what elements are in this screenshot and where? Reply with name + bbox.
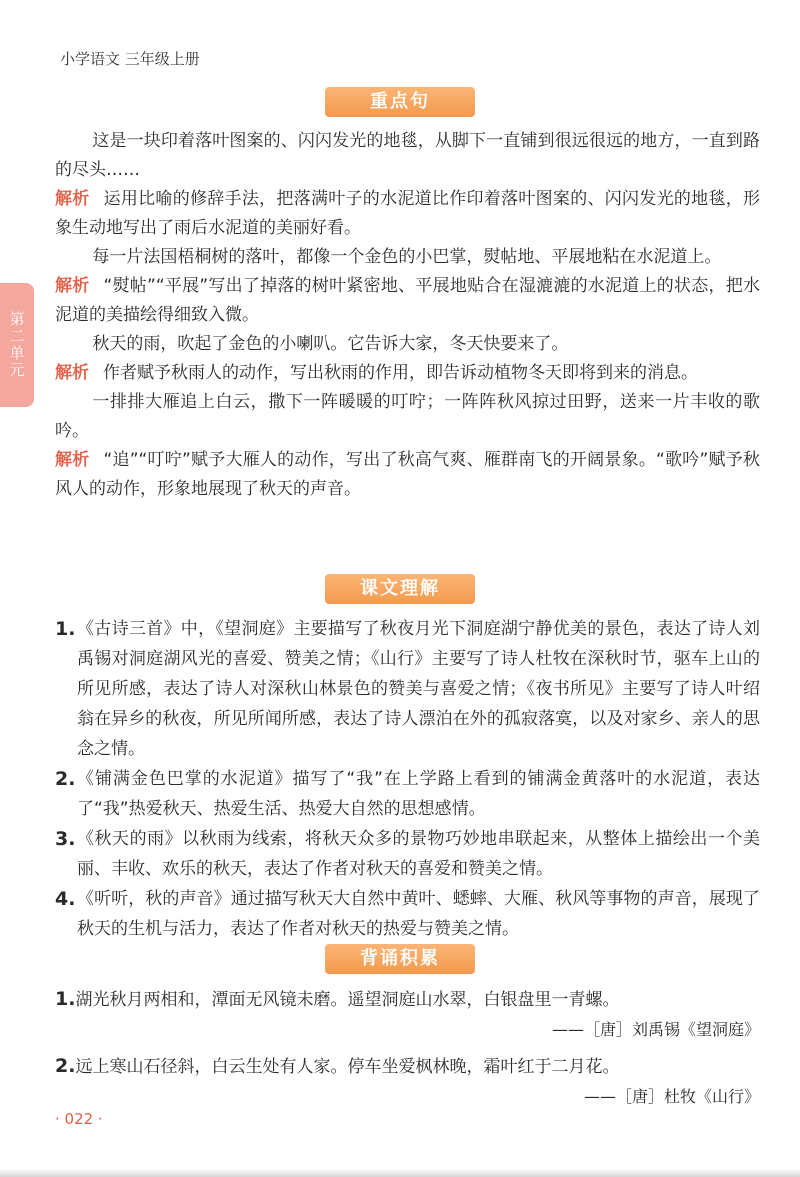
- section-title-key-sentences: 重点句: [325, 87, 475, 117]
- analysis-label: 解析: [55, 189, 90, 209]
- item-text: 《铺满金色巴掌的水泥道》描写了“我”在上学路上看到的铺满金黄落叶的水泥道，表达了“我”热爱秋天、热爱生活、热爱大自然的思想感情。: [77, 769, 760, 819]
- page-bottom-shadow: [0, 1169, 800, 1177]
- item-number: 4.: [55, 888, 76, 910]
- unit-side-tab-label: 第二单元: [7, 311, 26, 379]
- key-sentence: 每一片法国梧桐树的落叶，都像一个金色的小巴掌，熨帖地、平展地粘在水泥道上。: [92, 247, 722, 267]
- poem-text: 湖光秋月两相和，潭面无风镜未磨。遥望洞庭山水翠，白银盘里一青螺。: [75, 990, 620, 1010]
- poem-source: ——［唐］杜牧《山行》: [583, 1087, 760, 1106]
- analysis-label: 解析: [55, 363, 89, 383]
- item-text: 《听听，秋的声音》通过描写秋天大自然中黄叶、蟋蟀、大雁、秋风等事物的声音，展现了秋天的生机与活力，表达了作者对秋天的热爱与赞美之情。: [77, 889, 760, 939]
- section-title-recitation: 背诵积累: [325, 944, 475, 974]
- key-sentence: 这是一块印着落叶图案的、闪闪发光的地毯，从脚下一直铺到很远很远的地方，一直到路的尽头……: [55, 131, 760, 180]
- key-sentence: 一排排大雁追上白云，撒下一阵暖暖的叮咛；一阵阵秋风掠过田野，送来一片丰收的歌吟。: [55, 392, 760, 441]
- list-item: [55, 764, 760, 824]
- analysis-paragraph: [55, 359, 760, 388]
- analysis-paragraph: [55, 272, 760, 330]
- analysis-text: 作者赋予秋雨人的动作，写出秋雨的作用，即告诉动植物冬天即将到来的消息。: [103, 363, 698, 383]
- key-sentences-section: [55, 127, 760, 504]
- poem-source: ——［唐］刘禹锡《望洞庭》: [551, 1020, 760, 1039]
- list-item: [55, 884, 760, 944]
- poem-number: 2.: [55, 1055, 76, 1077]
- poem-line: [55, 1050, 760, 1083]
- analysis-paragraph: [55, 185, 760, 243]
- analysis-paragraph: [55, 446, 760, 504]
- poem-line: [55, 983, 760, 1016]
- analysis-text: 运用比喻的修辞手法，把落满叶子的水泥道比作印着落叶图案的、闪闪发光的地毯，形象生动地写出了雨后水泥道的美丽好看。: [55, 189, 761, 238]
- analysis-label: 解析: [55, 450, 90, 470]
- analysis-text: “追”“叮咛”赋予大雁人的动作，写出了秋高气爽、雁群南飞的开阔景象。“歌吟”赋予秋风人的动作，形象地展现了秋天的声音。: [55, 450, 761, 499]
- unit-side-tab: [0, 283, 34, 407]
- list-item: [55, 824, 760, 884]
- book-header: 小学语文 三年级上册: [60, 50, 200, 68]
- item-number: 2.: [55, 768, 76, 790]
- text-understanding-section: [55, 614, 760, 944]
- list-item: [55, 614, 760, 764]
- item-number: 1.: [55, 618, 76, 640]
- recitation-section: [55, 983, 760, 1117]
- item-text: 《古诗三首》中，《望洞庭》主要描写了秋夜月光下洞庭湖宁静优美的景色，表达了诗人刘禹锡对洞庭湖风光的喜爱、赞美之情；《山行》主要写了诗人杜牧在深秋时节，驱车上山的所见所感，表达了诗人对深秋山林景色的赞美与喜爱之情；《夜书所见》主要写了诗人叶绍翁在异乡的秋夜，所见所闻所感，表达了诗人漂泊在外的孤寂落寞，以及对家乡、亲人的思念之情。: [77, 619, 760, 759]
- item-number: 3.: [55, 828, 76, 850]
- key-sentence: 秋天的雨，吹起了金色的小喇叭。它告诉大家，冬天快要来了。: [92, 334, 569, 354]
- item-text: 《秋天的雨》以秋雨为线索，将秋天众多的景物巧妙地串联起来，从整体上描绘出一个美丽、丰收、欢乐的秋天，表达了作者对秋天的喜爱和赞美之情。: [77, 829, 760, 879]
- analysis-label: 解析: [55, 276, 90, 296]
- poem-text: 远上寒山石径斜，白云生处有人家。停车坐爱枫林晚，霜叶红于二月花。: [75, 1057, 620, 1077]
- poem-number: 1.: [55, 988, 76, 1010]
- page-number: · 022 ·: [55, 1110, 103, 1128]
- section-title-text-understanding: 课文理解: [325, 574, 475, 604]
- analysis-text: “熨帖”“平展”写出了掉落的树叶紧密地、平展地贴合在湿漉漉的水泥道上的状态，把水泥道的美描绘得细致入微。: [55, 276, 761, 325]
